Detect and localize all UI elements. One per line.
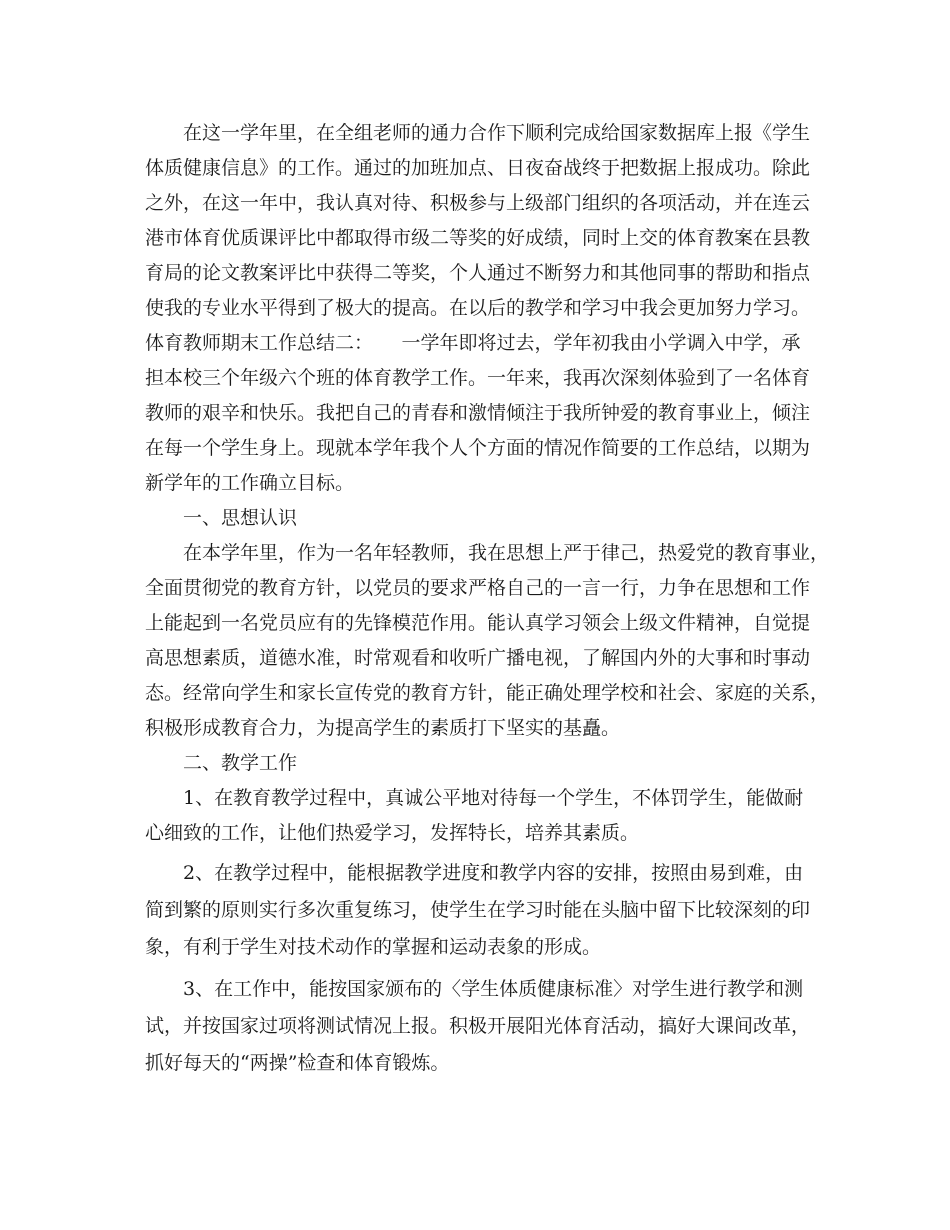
text-line: 在本学年里，作为一名年轻教师，我在思想上严于律己，热爱党的教育事业， (183, 542, 830, 564)
text-line: 体质健康信息》的工作。通过的加班加点、日夜奋战终于把数据上报成功。除此 (145, 157, 811, 179)
text-line: 在这一学年里，在全组老师的通力合作下顺利完成给国家数据库上报《学生 (183, 122, 811, 144)
text-line: 教师的艰辛和快乐。我把自己的青春和激情倾注于我所钟爱的教育事业上，倾注 (145, 402, 811, 424)
text-line: 港市体育优质课评比中都取得市级二等奖的好成绩，同时上交的体育教案在县教 (145, 227, 811, 249)
text-line: 简到繁的原则实行多次重复练习，使学生在学习时能在头脑中留下比较深刻的印 (145, 899, 811, 921)
text-line: 在每一个学生身上。现就本学年我个人个方面的情况作简要的工作总结，以期为 (145, 437, 811, 459)
text-line: 全面贯彻党的教育方针，以党员的要求严格自己的一言一行，力争在思想和工作 (145, 577, 811, 599)
text-line: 1、在教育教学过程中，真诚公平地对待每一个学生，不体罚学生，能做耐 (183, 787, 804, 809)
text-line: 象，有利于学生对技术动作的掌握和运动表象的形成。 (145, 936, 602, 958)
text-line: 体育教师期末工作总结二： 一学年即将过去，学年初我由小学调入中学，承 (145, 332, 801, 354)
text-line: 之外，在这一年中，我认真对待、积极参与上级部门组织的各项活动，并在连云 (145, 192, 811, 214)
text-line: 使我的专业水平得到了极大的提高。在以后的教学和学习中我会更加努力学习。 (145, 297, 811, 319)
text-line: 高思想素质，道德水准，时常观看和收听广播电视，了解国内外的大事和时事动 (145, 647, 811, 669)
text-line: 心细致的工作，让他们热爱学习，发挥特长，培养其素质。 (145, 822, 640, 844)
text-line: 3、在工作中，能按国家颁布的〈学生体质健康标准〉对学生进行教学和测 (183, 978, 804, 1000)
section-heading: 一、思想认识 (183, 507, 298, 529)
text-line: 2、在教学过程中，能根据教学进度和教学内容的安排，按照由易到难，由 (183, 862, 804, 884)
text-line: 态。经常向学生和家长宣传党的教育方针，能正确处理学校和社会、家庭的关系， (145, 682, 830, 704)
text-line: 上能起到一名党员应有的先锋模范作用。能认真学习领会上级文件精神，自觉提 (145, 612, 811, 634)
section-heading: 二、教学工作 (183, 752, 298, 774)
text-line: 试，并按国家过项将测试情况上报。积极开展阳光体育活动，搞好大课间改革， (145, 1015, 811, 1037)
text-line: 担本校三个年级六个班的体育教学工作。一年来，我再次深刻体验到了一名体育 (145, 367, 811, 389)
text-line: 新学年的工作确立目标。 (145, 472, 355, 494)
text-line: 抓好每天的“两操”检查和体育锻炼。 (145, 1052, 450, 1074)
text-line: 育局的论文教案评比中获得二等奖，个人通过不断努力和其他同事的帮助和指点 (145, 262, 811, 284)
text-line: 积极形成教育合力，为提高学生的素质打下坚实的基矗。 (145, 717, 621, 739)
